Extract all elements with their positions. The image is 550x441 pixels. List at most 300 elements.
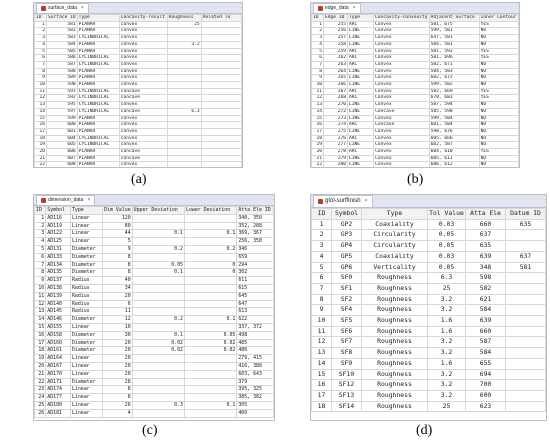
table-cell[interactable]: 395, 325	[237, 386, 274, 394]
table-cell[interactable]: Roughness	[362, 390, 428, 401]
table-cell[interactable]	[185, 409, 237, 417]
table-cell[interactable]: Radius	[70, 284, 102, 292]
table-cell[interactable]: AD158	[46, 331, 71, 339]
table-row[interactable]	[35, 142, 242, 149]
table-cell[interactable]	[201, 82, 241, 89]
table-cell[interactable]: Concave	[374, 108, 430, 115]
table-cell[interactable]: 6.3	[428, 273, 466, 284]
table-cell[interactable]: 11	[35, 292, 46, 300]
table-cell[interactable]: 585, 598	[429, 108, 479, 115]
table-cell[interactable]	[201, 142, 241, 149]
table-cell[interactable]	[167, 102, 201, 109]
table-cell[interactable]	[167, 82, 201, 89]
table-cell[interactable]: 279, 415	[237, 355, 274, 363]
table-cell[interactable]: 6	[312, 273, 332, 284]
table-cell[interactable]: AD133	[46, 253, 71, 261]
table-cell[interactable]: 20	[35, 149, 47, 156]
table-cell[interactable]: Linear	[70, 214, 102, 222]
table-row[interactable]	[312, 155, 519, 162]
table-cell[interactable]: NO	[479, 142, 518, 149]
table-cell[interactable]: 1.6	[428, 316, 466, 327]
table-cell[interactable]	[132, 308, 184, 316]
table-cell[interactable]: AD145	[46, 308, 71, 316]
table-cell[interactable]	[185, 222, 237, 230]
table-cell[interactable]: 5	[312, 48, 324, 55]
table-cell[interactable]	[132, 284, 184, 292]
table-cell[interactable]: AD122	[46, 230, 71, 238]
table-cell[interactable]: 19	[312, 142, 324, 149]
table-cell[interactable]: 660	[466, 326, 506, 337]
table-row[interactable]	[312, 149, 519, 156]
table-cell[interactable]: Convex	[374, 68, 430, 75]
table-cell[interactable]	[201, 41, 241, 48]
table-cell[interactable]: 592	[47, 95, 78, 102]
table-cell[interactable]: NO	[479, 102, 518, 109]
table-cell[interactable]: 584	[466, 305, 506, 316]
table-cell[interactable]: convex	[119, 128, 167, 135]
table-cell[interactable]: 34	[103, 284, 133, 292]
table-cell[interactable]: Roughness	[362, 358, 428, 369]
table-row[interactable]	[35, 135, 242, 142]
table-cell[interactable]: LINE	[348, 108, 374, 115]
table-cell[interactable]: 80	[103, 222, 133, 230]
table-cell[interactable]: convex	[119, 55, 167, 62]
table-cell[interactable]	[201, 21, 241, 28]
table-cell[interactable]: 263	[324, 61, 348, 68]
table-cell[interactable]: 637	[466, 230, 506, 241]
table-cell[interactable]	[132, 292, 184, 300]
column-header[interactable]: Symbol	[332, 209, 362, 220]
table-cell[interactable]: 608	[47, 162, 78, 168]
table-cell[interactable]: 599, 581	[429, 28, 479, 35]
table-cell[interactable]: PLANAR	[77, 82, 119, 89]
table-row[interactable]	[312, 262, 546, 273]
table-cell[interactable]: 3.2	[428, 337, 466, 348]
table-cell[interactable]: 9	[35, 277, 46, 285]
table-cell[interactable]: 11	[312, 88, 324, 95]
table-cell[interactable]: concave	[119, 149, 167, 156]
column-header[interactable]: Symbol	[46, 207, 71, 215]
table-cell[interactable]: 599	[47, 115, 78, 122]
table-cell[interactable]: Convex	[374, 55, 430, 62]
table-cell[interactable]	[201, 108, 241, 115]
table-cell[interactable]: 262	[324, 55, 348, 62]
table-cell[interactable]: 3	[35, 230, 46, 238]
table-row[interactable]	[312, 401, 546, 412]
table-cell[interactable]	[201, 162, 241, 168]
table-cell[interactable]: SF2	[332, 294, 362, 305]
table-cell[interactable]: 7	[35, 61, 47, 68]
table-row[interactable]	[312, 48, 519, 55]
table-cell[interactable]: Coaxiality	[362, 251, 428, 262]
table-row[interactable]	[35, 48, 242, 55]
table-cell[interactable]: 7	[35, 261, 46, 269]
table-cell[interactable]: 647	[237, 300, 274, 308]
table-cell[interactable]	[506, 230, 546, 241]
table-cell[interactable]: SF8	[332, 348, 362, 359]
table-row[interactable]	[312, 273, 546, 284]
table-cell[interactable]: Convex	[374, 155, 430, 162]
table-cell[interactable]	[201, 61, 241, 68]
table-cell[interactable]	[506, 305, 546, 316]
table-cell[interactable]: Linear	[70, 394, 102, 402]
table-cell[interactable]: 21	[312, 155, 324, 162]
table-cell[interactable]	[132, 362, 184, 370]
table-cell[interactable]: 584, 583	[429, 68, 479, 75]
table-cell[interactable]: 3.2	[428, 390, 466, 401]
table-cell[interactable]: Convex	[374, 142, 430, 149]
table-cell[interactable]: AD116	[46, 214, 71, 222]
table-cell[interactable]: NO	[479, 155, 518, 162]
table-cell[interactable]: PLANAR	[77, 48, 119, 55]
table-cell[interactable]: 28	[103, 378, 133, 386]
table-cell[interactable]: 15	[312, 369, 332, 380]
column-header[interactable]: Type	[362, 209, 428, 220]
table-cell[interactable]: 4	[103, 409, 133, 417]
table-cell[interactable]: Diameter	[70, 316, 102, 324]
table-cell[interactable]	[201, 35, 241, 42]
table-cell[interactable]: 0.05	[428, 241, 466, 252]
table-cell[interactable]: CYLINDRICAL	[77, 108, 119, 115]
table-cell[interactable]: 20	[103, 370, 133, 378]
table-cell[interactable]: 0.05	[132, 261, 184, 269]
table-cell[interactable]: 346	[237, 245, 274, 253]
table-cell[interactable]: AD177	[46, 394, 71, 402]
table-cell[interactable]	[132, 370, 184, 378]
table-cell[interactable]	[132, 277, 184, 285]
table-cell[interactable]: 13	[312, 348, 332, 359]
table-cell[interactable]: 0.1	[132, 269, 184, 277]
table-cell[interactable]: 255	[324, 21, 348, 28]
table-cell[interactable]: Linear	[70, 362, 102, 370]
table-cell[interactable]: AD135	[46, 269, 71, 277]
table-cell[interactable]: concave	[119, 95, 167, 102]
table-cell[interactable]: PLANAR	[77, 115, 119, 122]
table-row[interactable]	[35, 115, 242, 122]
table-cell[interactable]: 22	[35, 162, 47, 168]
table-row[interactable]	[312, 305, 546, 316]
table-cell[interactable]: SF4	[332, 305, 362, 316]
table-row[interactable]	[35, 82, 242, 89]
table-cell[interactable]: AD139	[46, 292, 71, 300]
table-cell[interactable]: 0.2	[185, 245, 237, 253]
table-cell[interactable]: Convex	[374, 88, 430, 95]
table-cell[interactable]: PLANAR	[77, 68, 119, 75]
table-cell[interactable]: NO	[479, 135, 518, 142]
table-cell[interactable]: 639	[466, 251, 506, 262]
table-cell[interactable]: NO	[479, 68, 518, 75]
table-cell[interactable]: 8	[103, 386, 133, 394]
table-cell[interactable]: 10	[35, 82, 47, 89]
table-cell[interactable]: Circularity	[362, 241, 428, 252]
table-row[interactable]	[35, 331, 274, 339]
table-cell[interactable]: 6.3	[167, 108, 201, 115]
table-cell[interactable]: 1	[35, 214, 46, 222]
table-row[interactable]	[312, 358, 546, 369]
table-cell[interactable]: 670, 683	[429, 95, 479, 102]
table-cell[interactable]: LINE	[348, 28, 374, 35]
table-cell[interactable]: AD131	[46, 245, 71, 253]
table-cell[interactable]: 11	[103, 308, 133, 316]
table-cell[interactable]: PLANAR	[77, 122, 119, 129]
table-cell[interactable]: 15	[312, 115, 324, 122]
table-cell[interactable]: ARC	[348, 95, 374, 102]
table-row[interactable]	[35, 339, 274, 347]
table-row[interactable]	[35, 316, 274, 324]
table-cell[interactable]: 590, 676	[429, 128, 479, 135]
table-cell[interactable]: 460	[237, 409, 274, 417]
table-cell[interactable]: 611	[237, 277, 274, 285]
table-cell[interactable]: 7	[312, 283, 332, 294]
table-cell[interactable]: 266	[324, 82, 348, 89]
table-cell[interactable]: GP4	[332, 241, 362, 252]
table-cell[interactable]	[185, 370, 237, 378]
table-row[interactable]	[35, 75, 242, 82]
table-row[interactable]	[35, 308, 274, 316]
table-cell[interactable]: 587	[47, 61, 78, 68]
table-row[interactable]	[35, 386, 274, 394]
table-cell[interactable]: 694	[466, 369, 506, 380]
table-cell[interactable]	[506, 241, 546, 252]
table-row[interactable]	[35, 88, 242, 95]
table-cell[interactable]: 16	[312, 380, 332, 391]
column-header[interactable]: Concavity-convexity	[375, 15, 428, 20]
table-cell[interactable]	[185, 300, 237, 308]
table-row[interactable]	[35, 401, 274, 409]
table-cell[interactable]: LINE	[348, 75, 374, 82]
tab-dimension-data[interactable]	[36, 195, 95, 205]
table-cell[interactable]: Coaxiality	[362, 219, 428, 230]
table-cell[interactable]: 16	[312, 122, 324, 129]
table-cell[interactable]: LINE	[348, 162, 374, 168]
tab-edge-data[interactable]	[313, 3, 361, 13]
table-row[interactable]	[35, 245, 274, 253]
table-row[interactable]	[35, 355, 274, 363]
table-row[interactable]	[312, 390, 546, 401]
column-header[interactable]: Concavity-result	[119, 15, 167, 22]
table-cell[interactable]	[167, 142, 201, 149]
table-cell[interactable]: 416, 388	[237, 362, 274, 370]
table-cell[interactable]: YES	[479, 48, 518, 55]
table-cell[interactable]: 3	[312, 241, 332, 252]
table-cell[interactable]: PLANAR	[77, 41, 119, 48]
table-row[interactable]	[312, 241, 546, 252]
table-cell[interactable]	[201, 28, 241, 35]
table-row[interactable]	[312, 122, 519, 129]
table-cell[interactable]: Diameter	[70, 253, 102, 261]
table-cell[interactable]: ARC	[348, 48, 374, 55]
table-cell[interactable]: 3.2	[167, 41, 201, 48]
table-cell[interactable]: 585	[47, 48, 78, 55]
table-cell[interactable]: 302	[237, 269, 274, 277]
table-cell[interactable]: 581	[47, 21, 78, 28]
table-cell[interactable]: AD155	[46, 323, 71, 331]
table-row[interactable]	[35, 277, 274, 285]
table-cell[interactable]: Linear	[70, 409, 102, 417]
table-cell[interactable]: Linear	[70, 355, 102, 363]
table-cell[interactable]: AD167	[46, 362, 71, 370]
table-cell[interactable]: 8	[35, 68, 47, 75]
column-header[interactable]: Upper Deviation	[132, 207, 184, 215]
table-cell[interactable]: 272	[324, 108, 348, 115]
table-cell[interactable]: 26	[35, 409, 46, 417]
table-cell[interactable]: Roughness	[362, 316, 428, 327]
table-cell[interactable]: 18	[35, 347, 46, 355]
table-row[interactable]	[312, 55, 519, 62]
table-row[interactable]	[35, 21, 242, 28]
table-cell[interactable]	[201, 102, 241, 109]
table-row[interactable]	[35, 108, 242, 115]
table-cell[interactable]: 4	[35, 41, 47, 48]
table-row[interactable]	[312, 283, 546, 294]
table-cell[interactable]: 385, 382	[237, 394, 274, 402]
table-cell[interactable]: NO	[479, 61, 518, 68]
table-cell[interactable]: 20	[103, 347, 133, 355]
table-cell[interactable]	[201, 115, 241, 122]
table-cell[interactable]: 16	[35, 122, 47, 129]
table-cell[interactable]: 7	[312, 61, 324, 68]
table-cell[interactable]: Convex	[374, 21, 430, 28]
column-header[interactable]: Datum ID	[506, 209, 546, 220]
table-cell[interactable]: SF5	[332, 316, 362, 327]
table-cell[interactable]: LINE	[348, 128, 374, 135]
table-cell[interactable]: AD181	[46, 409, 71, 417]
table-cell[interactable]	[201, 95, 241, 102]
table-cell[interactable]: 24	[35, 394, 46, 402]
table-row[interactable]	[35, 370, 274, 378]
table-cell[interactable]	[201, 122, 241, 129]
table-cell[interactable]: 8	[35, 269, 46, 277]
table-row[interactable]	[312, 219, 546, 230]
table-cell[interactable]: NO	[479, 108, 518, 115]
table-cell[interactable]: 294	[237, 261, 274, 269]
table-row[interactable]	[35, 95, 242, 102]
table-cell[interactable]: 623	[466, 401, 506, 412]
table-cell[interactable]	[185, 394, 237, 402]
table-cell[interactable]: 485	[237, 339, 274, 347]
table-cell[interactable]: 9	[103, 245, 133, 253]
table-row[interactable]	[35, 230, 274, 238]
table-cell[interactable]: 8	[103, 269, 133, 277]
table-cell[interactable]: AD140	[46, 300, 71, 308]
table-row[interactable]	[312, 316, 546, 327]
table-cell[interactable]: 584, 581	[429, 41, 479, 48]
table-cell[interactable]	[167, 61, 201, 68]
table-cell[interactable]: AD160	[46, 339, 71, 347]
table-cell[interactable]: 264	[324, 68, 348, 75]
table-cell[interactable]: SF6	[332, 326, 362, 337]
table-cell[interactable]: 601	[47, 128, 78, 135]
table-row[interactable]	[312, 230, 546, 241]
table-cell[interactable]: YES	[479, 88, 518, 95]
table-cell[interactable]: 600	[47, 122, 78, 129]
table-cell[interactable]: PLANAR	[77, 128, 119, 135]
table-cell[interactable]: 587, 594	[429, 102, 479, 109]
table-cell[interactable]: 9	[35, 75, 47, 82]
table-cell[interactable]	[167, 55, 201, 62]
table-cell[interactable]: NO	[479, 82, 518, 89]
column-header[interactable]: Roughness	[167, 15, 201, 22]
table-row[interactable]	[35, 41, 242, 48]
table-cell[interactable]: 18	[312, 401, 332, 412]
table-cell[interactable]: 5	[103, 238, 133, 246]
table-cell[interactable]: 0.2	[132, 245, 184, 253]
column-header[interactable]: Atta Ele	[466, 209, 506, 220]
table-cell[interactable]: Diameter	[70, 245, 102, 253]
table-cell[interactable]: 5	[312, 262, 332, 273]
column-header[interactable]: ID	[312, 209, 332, 220]
table-cell[interactable]: 0.02	[132, 339, 184, 347]
table-row[interactable]	[312, 102, 519, 109]
table-row[interactable]	[35, 269, 274, 277]
table-cell[interactable]: Circularity	[362, 230, 428, 241]
table-cell[interactable]: 655	[466, 358, 506, 369]
table-cell[interactable]: 600	[466, 390, 506, 401]
table-cell[interactable]: 369, 367	[237, 230, 274, 238]
table-row[interactable]	[312, 369, 546, 380]
table-cell[interactable]: convex	[119, 142, 167, 149]
table-cell[interactable]: 599, 584	[429, 115, 479, 122]
table-cell[interactable]: 2	[35, 28, 47, 35]
table-cell[interactable]: Roughness	[362, 283, 428, 294]
table-cell[interactable]	[201, 48, 241, 55]
table-cell[interactable]: 1	[312, 219, 332, 230]
table-cell[interactable]: GP3	[332, 230, 362, 241]
table-cell[interactable]: LINE	[348, 41, 374, 48]
table-row[interactable]	[312, 61, 519, 68]
table-cell[interactable]: 645	[237, 292, 274, 300]
table-row[interactable]	[35, 347, 274, 355]
table-cell[interactable]	[185, 277, 237, 285]
table-cell[interactable]: AD161	[46, 347, 71, 355]
table-cell[interactable]: 275	[324, 128, 348, 135]
table-cell[interactable]: CYLINDRICAL	[77, 95, 119, 102]
table-cell[interactable]: 0	[185, 261, 237, 269]
table-cell[interactable]: 120	[103, 214, 133, 222]
table-cell[interactable]: 613	[237, 308, 274, 316]
table-row[interactable]	[35, 68, 242, 75]
table-cell[interactable]: 13	[35, 102, 47, 109]
table-cell[interactable]: SF7	[332, 337, 362, 348]
table-cell[interactable]: Convex	[374, 128, 430, 135]
table-cell[interactable]: concave	[119, 155, 167, 162]
table-cell[interactable]: 637	[506, 251, 546, 262]
table-cell[interactable]	[506, 326, 546, 337]
tab-surface-data[interactable]	[36, 3, 89, 13]
table-cell[interactable]: 17	[35, 128, 47, 135]
table-cell[interactable]: Roughness	[362, 369, 428, 380]
table-cell[interactable]: YES	[479, 95, 518, 102]
table-cell[interactable]: 340, 350	[237, 214, 274, 222]
table-cell[interactable]: 21	[35, 370, 46, 378]
table-cell[interactable]: 599, 582	[429, 82, 479, 89]
table-cell[interactable]: Linear	[70, 222, 102, 230]
table-cell[interactable]: Linear	[70, 323, 102, 331]
table-cell[interactable]: 337, 372	[237, 323, 274, 331]
table-cell[interactable]: PLANAR	[77, 149, 119, 156]
table-cell[interactable]: 0.02	[185, 347, 237, 355]
table-cell[interactable]: 0.2	[132, 316, 184, 324]
table-row[interactable]	[312, 135, 519, 142]
table-cell[interactable]	[185, 238, 237, 246]
table-cell[interactable]: 6	[35, 253, 46, 261]
table-cell[interactable]: Roughness	[362, 337, 428, 348]
table-cell[interactable]: 277	[324, 142, 348, 149]
table-cell[interactable]	[132, 323, 184, 331]
table-cell[interactable]: 1.6	[428, 326, 466, 337]
table-cell[interactable]	[167, 88, 201, 95]
table-cell[interactable]: 639	[466, 316, 506, 327]
